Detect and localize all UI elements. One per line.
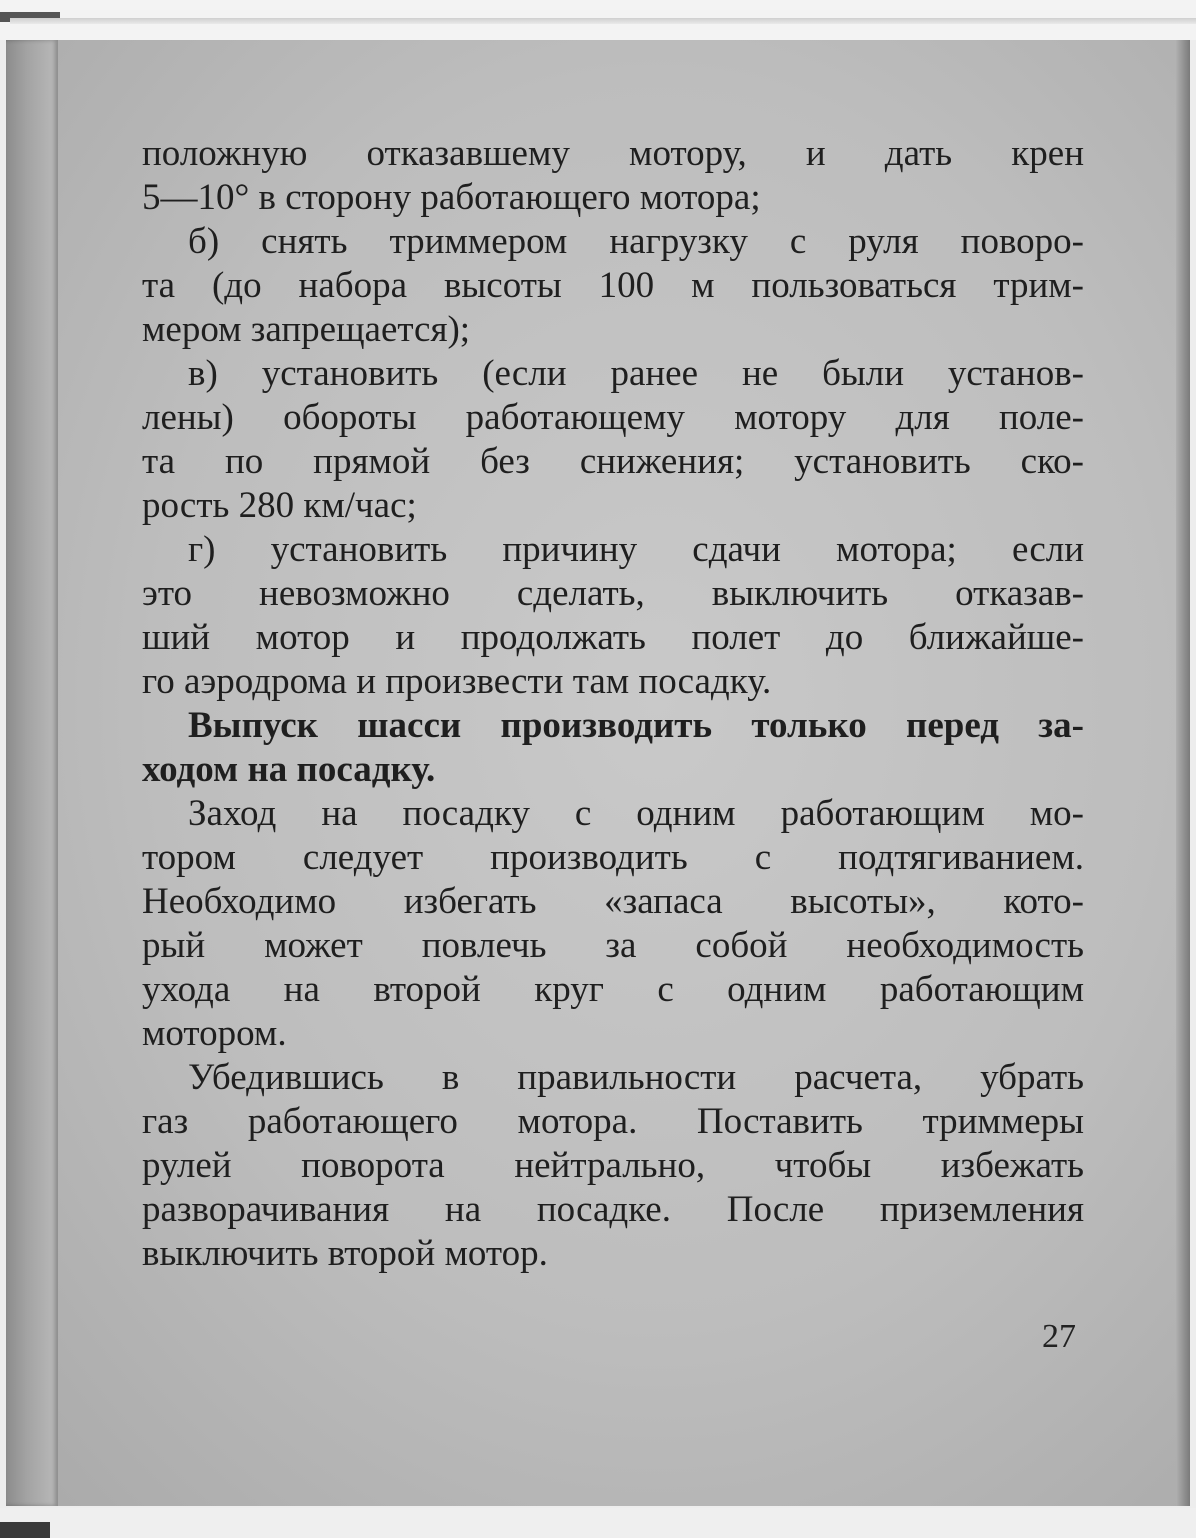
text-line: та по прямой без снижения; установить ско- [142, 441, 1084, 482]
text-line: разворачивания на посадке. После приземления [142, 1189, 1084, 1230]
text-line: лены) обороты работающему мотору для поле- [142, 397, 1084, 438]
text-line: Убедившись в правильности расчета, убрать [188, 1057, 1084, 1098]
text-line: г) установить причину сдачи мотора; если [188, 529, 1084, 570]
text-line: ходом на посадку. [142, 749, 436, 790]
text-line: Заход на посадку с одним работающим мо- [188, 793, 1084, 834]
page-binding [6, 40, 58, 1506]
text-line: газ работающего мотора. Поставить триммеры [142, 1101, 1084, 1142]
text-line: это невозможно сделать, выключить отказав- [142, 573, 1084, 614]
text-line: Необходимо избегать «запаса высоты», кото- [142, 881, 1084, 922]
text-line: та (до набора высоты 100 м пользоваться трим- [142, 265, 1084, 306]
previous-page-edge [0, 0, 1196, 40]
text-line: мотором. [142, 1013, 287, 1054]
page-edge-line [10, 18, 1196, 24]
text-line: б) снять триммером нагрузку с руля поворо- [188, 221, 1084, 262]
text-line: рулей поворота нейтрально, чтобы избежать [142, 1145, 1084, 1186]
text-line: выключить второй мотор. [142, 1233, 548, 1274]
text-line: мером запрещается); [142, 309, 471, 350]
text-line: в) установить (если ранее не были установ- [188, 353, 1084, 394]
text-line: ухода на второй круг с одним работающим [142, 969, 1084, 1010]
text-line: рость 280 км/час; [142, 485, 417, 526]
page-outer-edge [1176, 40, 1190, 1506]
text-line: рый может повлечь за собой необходимость [142, 925, 1084, 966]
text-line: Выпуск шасси производить только перед за- [188, 705, 1084, 746]
next-page-edge [0, 1508, 1196, 1538]
page-text [142, 132, 1084, 1276]
page-number: 27 [1042, 1318, 1076, 1355]
text-line: 5—10° в сторону работающего мотора; [142, 177, 761, 218]
book-page [6, 40, 1190, 1506]
text-line: тором следует производить с подтягиванием. [142, 837, 1084, 878]
scan-shadow [0, 1522, 50, 1538]
text-line: положную отказавшему мотору, и дать крен [142, 133, 1084, 174]
text-line: ший мотор и продолжать полет до ближайше- [142, 617, 1084, 658]
text-line: го аэродрома и произвести там посадку. [142, 661, 772, 702]
